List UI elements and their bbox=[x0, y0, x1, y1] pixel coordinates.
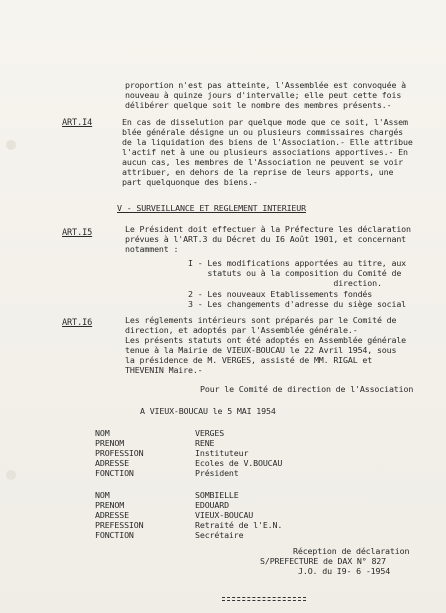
place-date: A VIEUX-BOUCAU le 5 MAI 1954 bbox=[140, 406, 276, 416]
article-15-line: Le Président doit effectuer à la Préfecture les déclaration bbox=[125, 224, 411, 234]
article-14-line: En cas de disselution par quelque mode que ce soit, l'Assem bbox=[122, 117, 408, 127]
person2-label-nom: NOM bbox=[95, 490, 110, 500]
top-paragraph-line: délibérer quelque soit le nombre des membres présents.- bbox=[125, 100, 392, 110]
article-14-line: part quelquonque des biens.- bbox=[122, 177, 258, 187]
person1-value-prenom: RENE bbox=[195, 438, 215, 448]
person1-label-adresse: ADRESSE bbox=[95, 458, 129, 468]
person2-value-nom: SOMBIELLE bbox=[195, 490, 239, 500]
article-15-line: notamment : bbox=[125, 244, 179, 254]
article-14-line: aucun cas, les membres de l'Association ne peuvent se voir bbox=[122, 157, 404, 167]
article-16-label: ART.I6 bbox=[62, 318, 93, 328]
article-15-item: I - Les modifications apportées au titre, aux bbox=[188, 258, 407, 268]
article-15-item: statuts ou à la composition du Comité de bbox=[188, 268, 402, 278]
receipt-line: J.O. du I9- 6 -1954 bbox=[298, 566, 391, 576]
person1-value-adresse: Ecoles de V.BOUCAU bbox=[195, 458, 283, 468]
person2-value-prenom: EDOUARD bbox=[195, 500, 229, 510]
person1-value-profession: Instituteur bbox=[195, 448, 249, 458]
article-16-line: direction, et adoptés par l'Assemblée générale.- bbox=[125, 325, 358, 335]
person1-label-prenom: PRENOM bbox=[95, 438, 125, 448]
receipt-line: Réception de déclaration bbox=[293, 546, 410, 556]
person2-value-adresse: VIEUX-BOUCAU bbox=[195, 510, 254, 520]
bottom-rule bbox=[222, 597, 306, 598]
article-16-line: tenue à la Mairie de VIEUX-BOUCAU le 22 Avril 1954, sous bbox=[125, 345, 397, 355]
article-16-line: la présidence de M. VERGES, assisté de MM. RIGAL et bbox=[125, 355, 373, 365]
article-16-line: THEVENIN Maire.- bbox=[125, 365, 203, 375]
punch-hole bbox=[6, 470, 16, 480]
article-14-line: blée générale désigne un ou plusieurs commissaires chargés bbox=[122, 127, 404, 137]
bottom-rule bbox=[222, 600, 306, 601]
article-15-line: prévues à l'ART.3 du Décret du I6 Août 1901, et concernant bbox=[125, 234, 407, 244]
top-paragraph-line: nouveau à quinze jours d'intervalle; elle peut cette fois bbox=[125, 90, 402, 100]
person2-value-fonction: Secrétaire bbox=[195, 530, 244, 540]
article-14-line: attribuer, en dehors de la reprise de leurs apports, une bbox=[122, 167, 394, 177]
article-14-line: de la liquidation des biens de l'Association.- Elle attribue bbox=[122, 137, 413, 147]
person1-value-fonction: Président bbox=[195, 468, 239, 478]
section-title: V - SURVEILLANCE ET REGLEMENT INTERIEUR bbox=[117, 203, 306, 213]
article-15-item: 2 - Les nouveaux Etablissements fondés bbox=[188, 289, 373, 299]
person2-label-adresse: ADRESSE bbox=[95, 510, 129, 520]
person2-label-fonction: FONCTION bbox=[95, 530, 134, 540]
person2-value-profession: Retraité de l'E.N. bbox=[195, 520, 283, 530]
punch-hole bbox=[6, 140, 16, 150]
person2-label-prenom: PRENOM bbox=[95, 500, 125, 510]
article-15-item: direction. bbox=[188, 278, 382, 288]
committee-line: Pour le Comité de direction de l'Association bbox=[200, 384, 414, 394]
person2-label-profession: PREFESSION bbox=[95, 520, 144, 530]
person1-label-profession: PROFESSION bbox=[95, 448, 144, 458]
top-paragraph-line: proportion n'est pas atteinte, l'Assemblée est convoquée à bbox=[125, 80, 407, 90]
article-16-line: Les présents statuts ont été adoptés en Assemblée générale bbox=[125, 335, 407, 345]
receipt-line: S/PREFECTURE de DAX N° 827 bbox=[260, 556, 386, 566]
person1-value-nom: VERGES bbox=[195, 428, 225, 438]
person1-label-nom: NOM bbox=[95, 428, 110, 438]
article-15-item: 3 - Les changements d'adresse du siège social bbox=[188, 299, 407, 309]
article-14-label: ART.I4 bbox=[62, 118, 93, 128]
article-14-line: l'actif net à une ou plusieurs associations apportives.- En bbox=[122, 147, 408, 157]
article-15-label: ART.I5 bbox=[62, 228, 93, 238]
person1-label-fonction: FONCTION bbox=[95, 468, 134, 478]
article-16-line: Les réglements intérieurs sont préparés par le Comité de bbox=[125, 315, 397, 325]
